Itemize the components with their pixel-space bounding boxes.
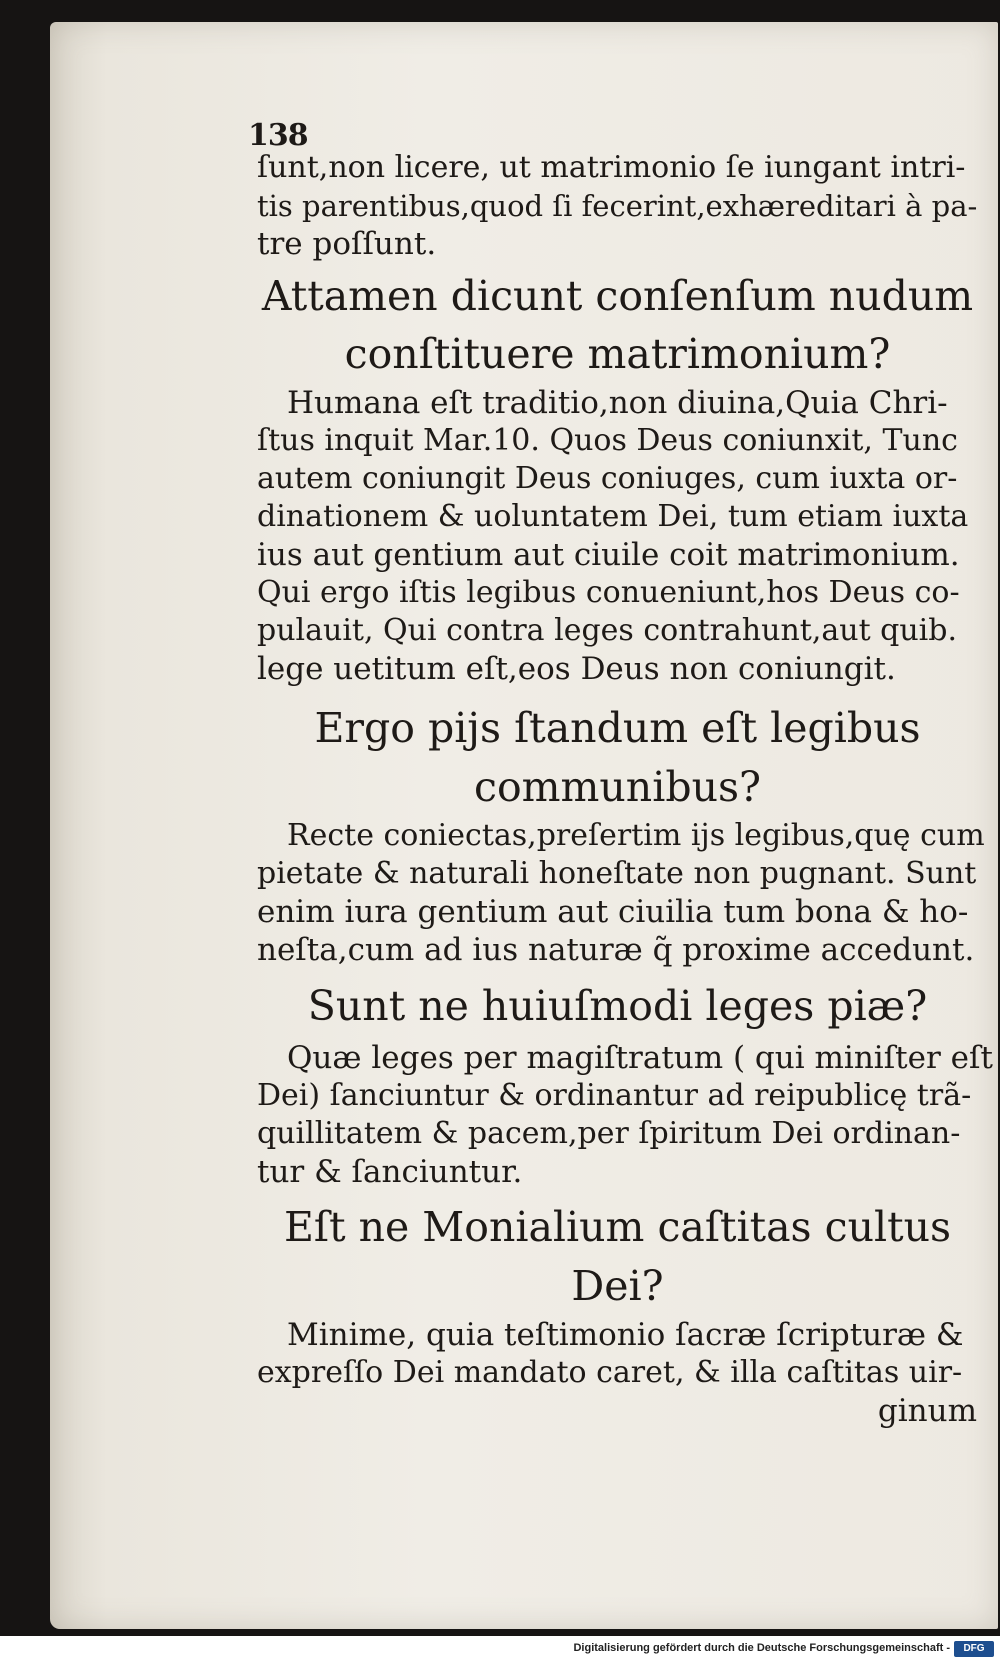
text-line: dinationem & uoluntatem Dei, tum etiam iuxta [257, 499, 969, 534]
text-line: expreſſo Dei mandato caret, & illa caſtitas uir- [257, 1355, 963, 1390]
text-line: pulauit, Qui contra leges contrahunt,aut quib. [257, 613, 958, 648]
funding-note: Digitalisierung gefördert durch die Deutsche Forschungsgemeinschaft - [573, 1642, 950, 1654]
catchword: ginum [877, 1393, 977, 1429]
section-heading: Eſt ne Monialium caſtitas cultus [283, 1203, 952, 1251]
page-number: 138 [248, 118, 308, 153]
section-heading: conſtituere matrimonium? [344, 330, 891, 378]
section-heading: Dei? [571, 1262, 664, 1310]
section-heading: communibus? [474, 763, 761, 811]
text-line: Minime, quia teſtimonio ſacræ ſcripturæ & [287, 1317, 964, 1353]
text-line: Dei) ſanciuntur & ordinantur ad reipublicę trã- [257, 1078, 972, 1113]
text-line: ius aut gentium aut ciuile coit matrimonium. [257, 537, 960, 573]
text-line: pietate & naturali honeſtate non pugnant. Sunt [257, 856, 977, 891]
text-line: neſta,cum ad ius naturæ q̃ proxime accedunt. [257, 932, 975, 968]
text-line: Qui ergo iſtis legibus conueniunt,hos Deus co- [257, 575, 960, 610]
text-line: lege uetitum eſt,eos Deus non coniungit. [257, 651, 896, 687]
text-line: tis parentibus,quod ſi fecerint,exhæreditari à pa- [257, 189, 978, 223]
section-heading: Attamen dicunt conſenſum nudum [261, 272, 974, 320]
text-line: quillitatem & pacem,per ſpiritum Dei ordinan- [257, 1116, 961, 1151]
attribution-footer [0, 1636, 1000, 1664]
text-line: autem coniungit Deus coniuges, cum iuxta or- [257, 461, 958, 496]
text-line: Humana eſt traditio,non diuina,Quia Chri- [287, 385, 948, 421]
section-heading: Sunt ne huiuſmodi leges piæ? [307, 982, 928, 1030]
text-line: enim iura gentium aut ciuilia tum bona & ho- [257, 894, 969, 930]
text-line: tre poſſunt. [257, 226, 437, 262]
text-line: Quæ leges per magiſtratum ( qui miniſter eſt [287, 1040, 993, 1076]
text-line: Recte coniectas,preſertim ijs legibus,quę cum [287, 818, 985, 853]
dfg-logo: DFG [954, 1641, 994, 1657]
text-line: ſunt,non licere, ut matrimonio ſe iungant intri- [257, 150, 966, 185]
section-heading: Ergo pijs ſtandum eſt legibus [314, 704, 921, 752]
text-line: ſtus inquit Mar.10. Quos Deus coniunxit, Tunc [257, 423, 958, 458]
text-line: tur & ſanciuntur. [257, 1154, 523, 1190]
